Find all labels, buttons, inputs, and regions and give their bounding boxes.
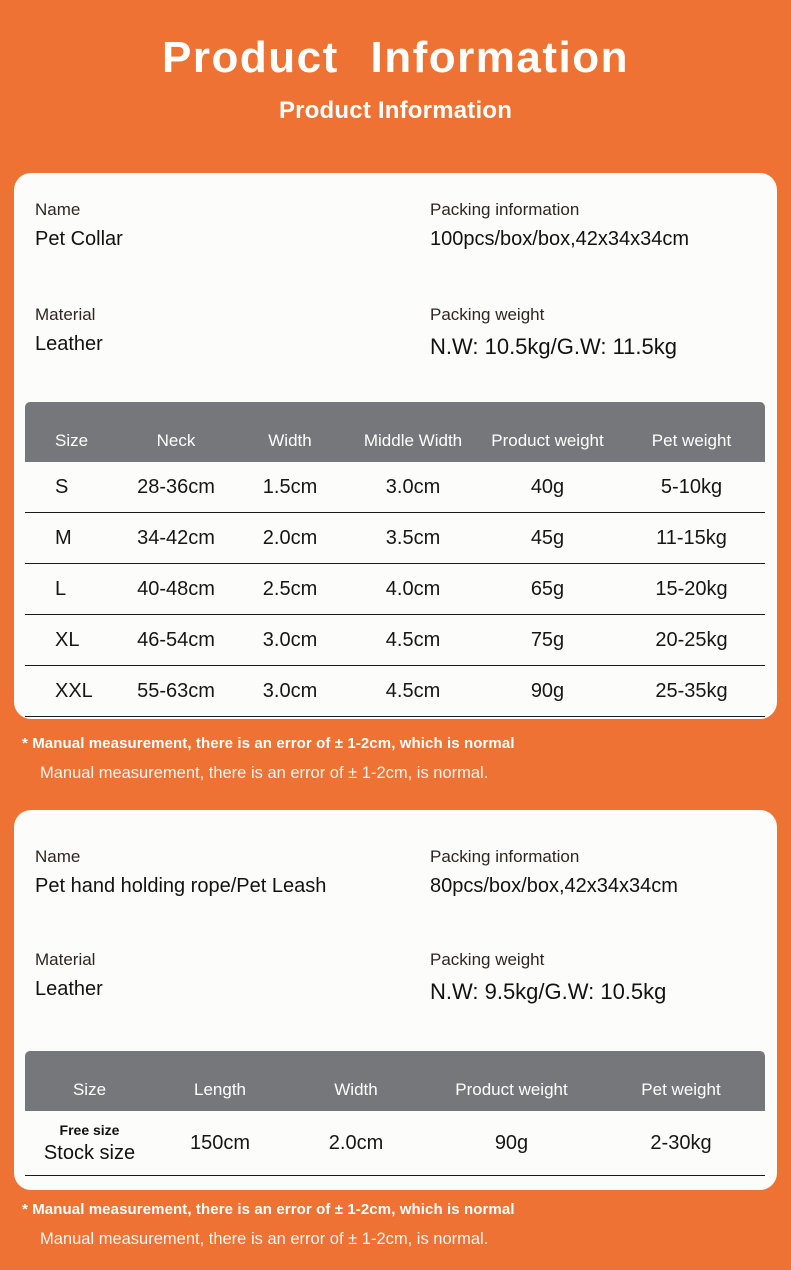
table-cell: 65g <box>530 577 565 600</box>
table-cell: 11-15kg <box>656 526 727 549</box>
table-cell: 40-48cm <box>137 577 215 600</box>
table-cell: 4.0cm <box>385 577 441 600</box>
info-value: N.W: 10.5kg/G.W: 11.5kg <box>430 334 677 359</box>
info-label: Packing weight <box>430 305 545 324</box>
info-label: Name <box>35 200 81 219</box>
table-header-cell: Width <box>268 431 312 450</box>
table-cell: 34-42cm <box>137 526 215 549</box>
table-header-cell: Pet weight <box>641 1080 721 1099</box>
table-header-cell: Middle Width <box>363 431 463 450</box>
table-header-cell: Pet weight <box>651 431 732 450</box>
table-cell: 55-63cm <box>137 679 215 702</box>
note-bold-text: * Manual measurement, there is an error of ± 1-2cm, which is normal <box>22 1201 515 1218</box>
info-block-packing-information <box>430 846 756 899</box>
info-value: Leather <box>35 333 103 355</box>
info-value: N.W: 9.5kg/G.W: 10.5kg <box>430 979 667 1004</box>
table-cell: 3.0cm <box>262 628 318 651</box>
table-row-xxl <box>25 666 765 717</box>
table-cell: 45g <box>530 526 565 549</box>
table-cell: M <box>55 526 72 549</box>
table-header-row <box>25 402 765 462</box>
table-cell: 1.5cm <box>262 475 318 498</box>
table-cell: 20-25kg <box>655 628 728 651</box>
table-header-cell: Product weight <box>491 431 604 450</box>
table-header-cell: Size <box>55 431 89 450</box>
table-cell: XXL <box>55 679 93 702</box>
info-label: Material <box>35 950 96 969</box>
info-block-packing-information <box>430 199 756 252</box>
info-label: Packing information <box>430 847 580 866</box>
table-cell: L <box>55 577 67 600</box>
info-block-packing-weight <box>430 304 756 359</box>
info-block-name <box>35 846 430 899</box>
table-cell: 3.0cm <box>262 679 318 702</box>
table-cell: S <box>55 475 69 498</box>
table-row-s <box>25 462 765 513</box>
info-block-name <box>35 199 430 252</box>
note-regular-text: Manual measurement, there is an error of ± 1-2cm, is normal. <box>40 1230 489 1248</box>
table-header-cell: Length <box>194 1080 246 1099</box>
table-row-m <box>25 513 765 564</box>
size-table-pet-leash <box>25 1051 765 1176</box>
note-bold-text: * Manual measurement, there is an error of ± 1-2cm, which is normal <box>22 735 515 752</box>
info-label: Packing weight <box>430 950 545 969</box>
size-table-pet-collar <box>25 402 765 717</box>
table-header-cell: Size <box>72 1080 107 1099</box>
table-cell: 2.5cm <box>262 577 318 600</box>
table-cell: 3.0cm <box>385 475 441 498</box>
table-cell: 2.0cm <box>262 526 318 549</box>
table-cell: 15-20kg <box>655 577 728 600</box>
table-cell: 90g <box>530 679 565 702</box>
measurement-note-leash <box>22 1200 791 1249</box>
table-cell: 2.0cm <box>328 1131 384 1154</box>
page-title: Product Information <box>162 33 629 82</box>
stock-size-label: Stock size <box>43 1141 136 1164</box>
table-cell: 5-10kg <box>660 475 723 498</box>
note-regular-text: Manual measurement, there is an error of ± 1-2cm, is normal. <box>40 764 489 782</box>
info-value: Pet hand holding rope/Pet Leash <box>35 875 327 897</box>
info-block-packing-weight <box>430 949 756 1004</box>
table-cell-size <box>25 1111 154 1175</box>
info-label: Material <box>35 305 96 324</box>
table-row-xl <box>25 615 765 666</box>
info-block-material <box>35 949 430 1004</box>
table-cell: 46-54cm <box>137 628 215 651</box>
product-info-grid <box>14 810 777 1004</box>
info-value: 100pcs/box/box,42x34x34cm <box>430 228 690 250</box>
table-cell: 150cm <box>189 1131 251 1154</box>
table-header-cell: Neck <box>156 431 196 450</box>
table-cell: 4.5cm <box>385 628 441 651</box>
info-value: Pet Collar <box>35 228 123 250</box>
product-card-pet-leash <box>14 810 777 1190</box>
product-card-pet-collar <box>14 173 777 719</box>
measurement-note-collar <box>22 734 791 783</box>
table-cell: 28-36cm <box>137 475 215 498</box>
info-label: Packing information <box>430 200 580 219</box>
table-header-cell: Width <box>334 1080 378 1099</box>
table-cell: 75g <box>530 628 565 651</box>
info-label: Name <box>35 847 81 866</box>
product-info-grid <box>14 173 777 359</box>
page-subtitle: Product Information <box>278 97 513 124</box>
table-header-row <box>25 1051 765 1111</box>
table-row-free-size <box>25 1111 765 1176</box>
table-row-l <box>25 564 765 615</box>
free-size-label: Free size <box>59 1121 120 1138</box>
info-value: 80pcs/box/box,42x34x34cm <box>430 875 678 897</box>
table-cell: 3.5cm <box>385 526 441 549</box>
table-cell: 40g <box>530 475 565 498</box>
table-cell: 4.5cm <box>385 679 441 702</box>
table-cell: 2-30kg <box>650 1131 712 1154</box>
table-header-cell: Product weight <box>455 1080 568 1099</box>
info-value: Leather <box>35 978 103 1000</box>
table-cell: 90g <box>494 1131 529 1154</box>
table-cell: XL <box>55 628 80 651</box>
info-block-material <box>35 304 430 359</box>
table-cell: 25-35kg <box>655 679 728 702</box>
